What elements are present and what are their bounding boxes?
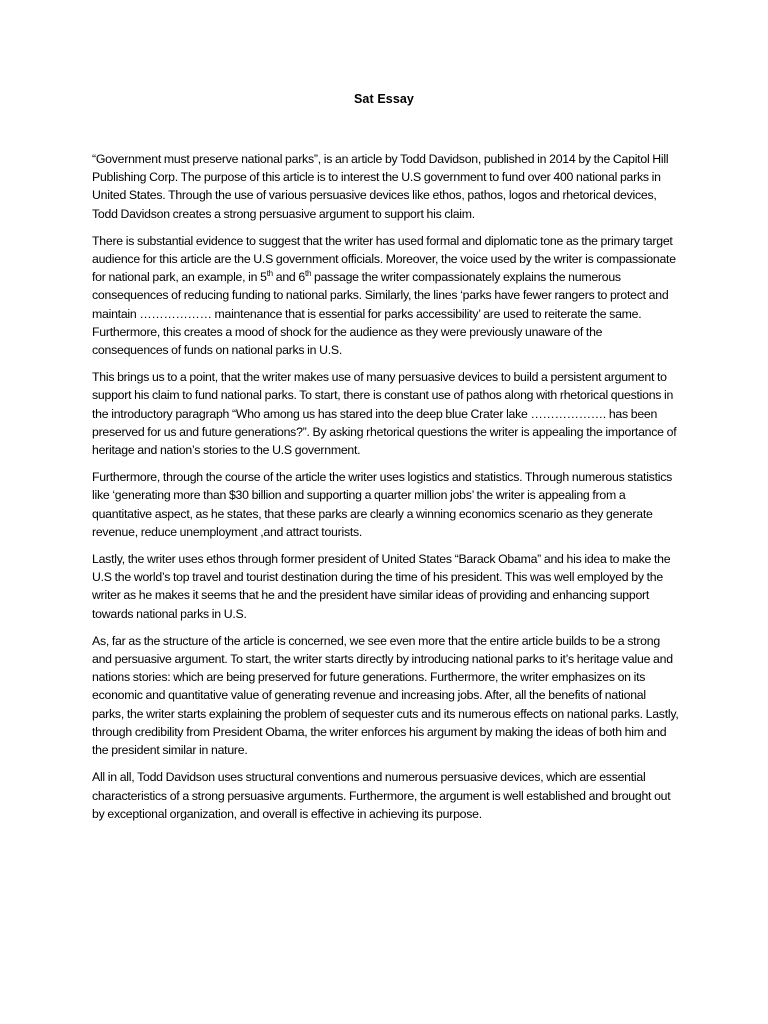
document-body xyxy=(92,150,680,832)
document-title: Sat Essay xyxy=(354,92,414,106)
paragraph-1: “Government must preserve national parks”, is an article by Todd Davidson, published in 2014 by the Capitol Hill Publishing Corp. The purpose of this article is to interest the U.S government to fund over 400 national parks in United States. Through the use of various persuasive devices like ethos, pathos, logos and rhetorical devices, Todd Davidson creates a strong persuasive argument to support his claim. xyxy=(92,152,669,221)
paragraph-5: Lastly, the writer uses ethos through former president of United States “Barack Obama” and his idea to make the U.S the world’s top travel and tourist destination during the time of his president. This was well employed by the writer as he makes it seems that he and the president have similar ideas of providing and enhancing support towards national parks in U.S. xyxy=(92,552,671,621)
paragraph-4: Furthermore, through the course of the article the writer uses logistics and statistics. Through numerous statistics like ‘generating more than $30 billion and supporting a quarter million jobs’ the writer is appealing from a quantitative aspect, as he states, that these parks are clearly a winning economics scenario as they generate revenue, reduce unemployment ,and attract tourists. xyxy=(92,470,673,539)
paragraph-2-text-middle: and 6 xyxy=(272,270,305,285)
paragraph-3: This brings us to a point, that the writer makes use of many persuasive devices to build a persistent argument to support his claim to fund national parks. To start, there is constant use of pathos along with rhetorical questions in the introductory paragraph “Who among us has stared into the deep blue Crater lake ………………. has been preserved for us and future generations?”. By asking rhetorical questions the writer is appealing the importance of heritage and nation’s stories to the U.S government. xyxy=(92,370,677,458)
paragraph-2-superscript-1: th xyxy=(266,269,273,279)
paragraph-2-superscript-2: th xyxy=(304,269,312,279)
paragraph-6: As, far as the structure of the article is concerned, we see even more that the entire article builds to be a strong and persuasive argument. To start, the writer starts directly by introducing national parks to it’s heritage value and nations stories: which are being preserved for future generations. Furthermore, the writer emphasizes on its economic and quantitative value of generating revenue and increasing jobs. After, all the benefits of national parks, the writer starts explaining the problem of sequester cuts and its numerous effects on national parks. Lastly, through credibility from President Obama, the writer enforces his argument by making the ideas of both him and the president similar in nature. xyxy=(92,633,679,758)
paragraph-2-text-start: There is substantial evidence to suggest that the writer has used formal and diplomatic tone as the primary target audience for this article are the U.S government officials. Moreover, the voice used by the writer is compassionate for national park, an example, in 5 xyxy=(92,233,676,285)
paragraph-2 xyxy=(92,232,680,359)
paragraph-7: All in all, Todd Davidson uses structural conventions and numerous persuasive devices, which are essential characteristics of a strong persuasive arguments. Furthermore, the argument is well established and brought out by exceptional organization, and overall is effective in achieving its purpose. xyxy=(92,770,671,821)
paragraph-2-text-end: passage the writer compassionately explains the numerous consequences of reducing funding to national parks. Similarly, the lines ‘parks have fewer rangers to protect and maintain ……………… maintenance that is essential for parks accessibility’ are used to reiterate the same. Furthermore, this creates a mood of shock for the audience as they were previously unaware of the consequences of funds on national parks in U.S. xyxy=(92,270,669,358)
